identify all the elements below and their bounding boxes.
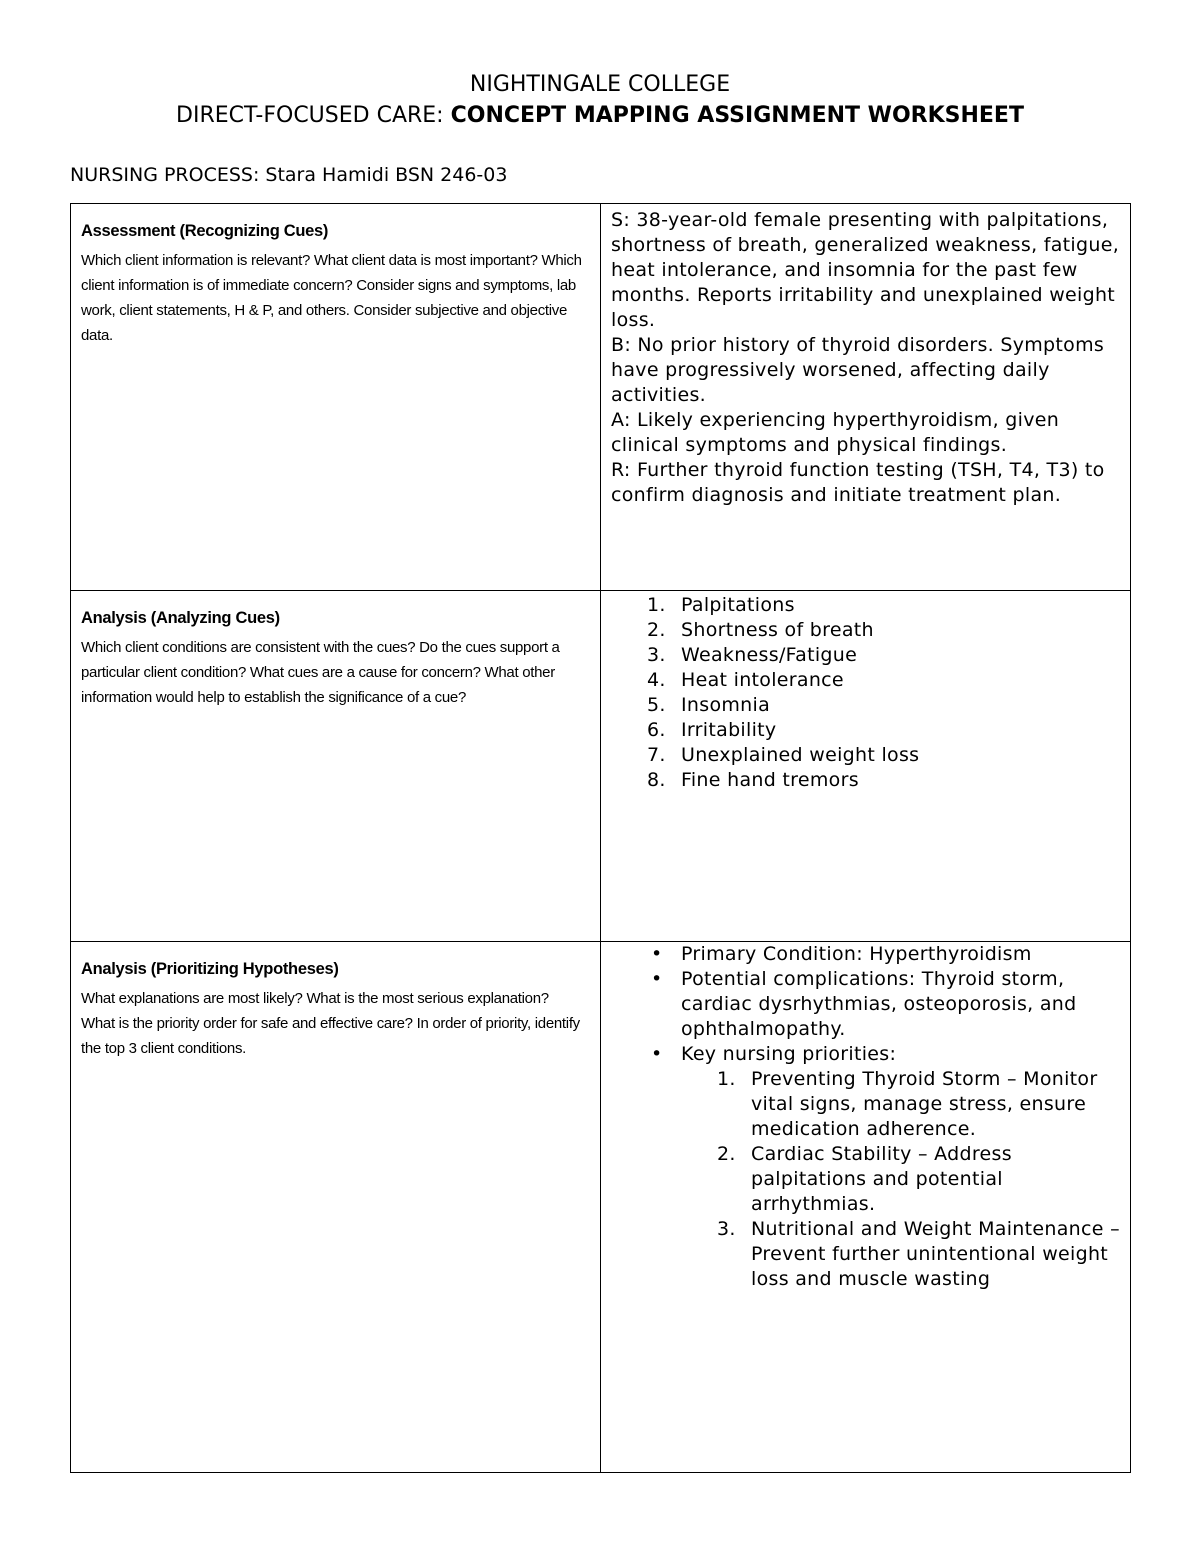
bullet-item: • Potential complications: Thyroid storm, cardiac dysrhythmias, osteoporosis, and ophthalmopathy. bbox=[651, 968, 1077, 1040]
list-item: 1. Palpitations bbox=[647, 594, 795, 616]
bullet-item: • Primary Condition: Hyperthyroidism bbox=[651, 943, 1032, 965]
worksheet-title bbox=[0, 100, 1200, 132]
worksheet-title-prefix: DIRECT-FOCUSED CARE: bbox=[176, 103, 451, 128]
answer-cell[interactable] bbox=[601, 942, 1131, 1473]
priority-item: 1. Preventing Thyroid Storm – Monitor vital signs, manage stress, ensure medication adherence. bbox=[717, 1068, 1098, 1140]
worksheet-table bbox=[70, 203, 1131, 1473]
section-heading: Assessment (Recognizing Cues) bbox=[81, 222, 329, 240]
sbar-background: B: No prior history of thyroid disorders. Symptoms have progressively worsened, affecting daily activities. bbox=[611, 334, 1105, 406]
document-header bbox=[0, 70, 1200, 132]
bullet-icon: • bbox=[651, 968, 663, 990]
list-item: 5. Insomnia bbox=[647, 694, 771, 716]
college-name: NIGHTINGALE COLLEGE bbox=[469, 72, 731, 97]
answer-cell[interactable] bbox=[601, 591, 1131, 942]
table-row-assessment bbox=[71, 204, 1131, 591]
sbar-assessment: A: Likely experiencing hyperthyroidism, given clinical symptoms and physical findings. bbox=[611, 409, 1060, 456]
question-cell bbox=[71, 204, 601, 591]
section-heading: Analysis (Prioritizing Hypotheses) bbox=[81, 960, 339, 978]
section-heading: Analysis (Analyzing Cues) bbox=[81, 609, 280, 627]
worksheet-title-bold: CONCEPT MAPPING ASSIGNMENT WORKSHEET bbox=[450, 103, 1024, 128]
list-item: 4. Heat intolerance bbox=[647, 669, 844, 691]
list-item: 2. Shortness of breath bbox=[647, 619, 874, 641]
section-question: What explanations are most likely? What is the most serious explanation? What is the priority order for safe and effective care? In order of priority, identify the top 3 client conditions. bbox=[81, 990, 580, 1057]
priority-item: 3. Nutritional and Weight Maintenance – Prevent further unintentional weight loss and muscle wasting bbox=[717, 1218, 1120, 1290]
bullet-icon: • bbox=[651, 943, 663, 965]
list-item: 6. Irritability bbox=[647, 719, 777, 741]
sbar-situation: S: 38-year-old female presenting with palpitations, shortness of breath, generalized weakness, fatigue, heat intolerance, and insomnia for the past few months. Reports irritability and unexplained weight loss. bbox=[611, 209, 1120, 331]
hypotheses-list bbox=[611, 942, 1120, 1292]
nursing-process-line: NURSING PROCESS: Stara Hamidi BSN 246-03 bbox=[70, 164, 508, 186]
cue-list bbox=[611, 593, 1120, 793]
sbar-recommendation: R: Further thyroid function testing (TSH, T4, T3) to confirm diagnosis and initiate treatment plan. bbox=[611, 459, 1105, 506]
list-item: 3. Weakness/Fatigue bbox=[647, 644, 858, 666]
section-question: Which client conditions are consistent with the cues? Do the cues support a particular client condition? What cues are a cause for concern? What other information would help to establish the significance of a cue? bbox=[81, 639, 560, 706]
bullet-icon: • bbox=[651, 1043, 663, 1065]
section-question: Which client information is relevant? What client data is most important? Which client information is of immediate concern? Consider signs and symptoms, lab work, client statements, H & P, and others. Consider subjective and objective data. bbox=[81, 252, 582, 344]
sbar-answer bbox=[611, 208, 1120, 508]
answer-cell[interactable] bbox=[601, 204, 1131, 591]
list-item: 7. Unexplained weight loss bbox=[647, 744, 920, 766]
priority-item: 2. Cardiac Stability – Address palpitations and potential arrhythmias. bbox=[717, 1143, 1012, 1215]
table-row-analyzing-cues bbox=[71, 591, 1131, 942]
question-cell bbox=[71, 942, 601, 1473]
list-item: 8. Fine hand tremors bbox=[647, 769, 859, 791]
bullet-item: • Key nursing priorities: bbox=[651, 1043, 897, 1065]
table-row-prioritizing bbox=[71, 942, 1131, 1473]
question-cell bbox=[71, 591, 601, 942]
